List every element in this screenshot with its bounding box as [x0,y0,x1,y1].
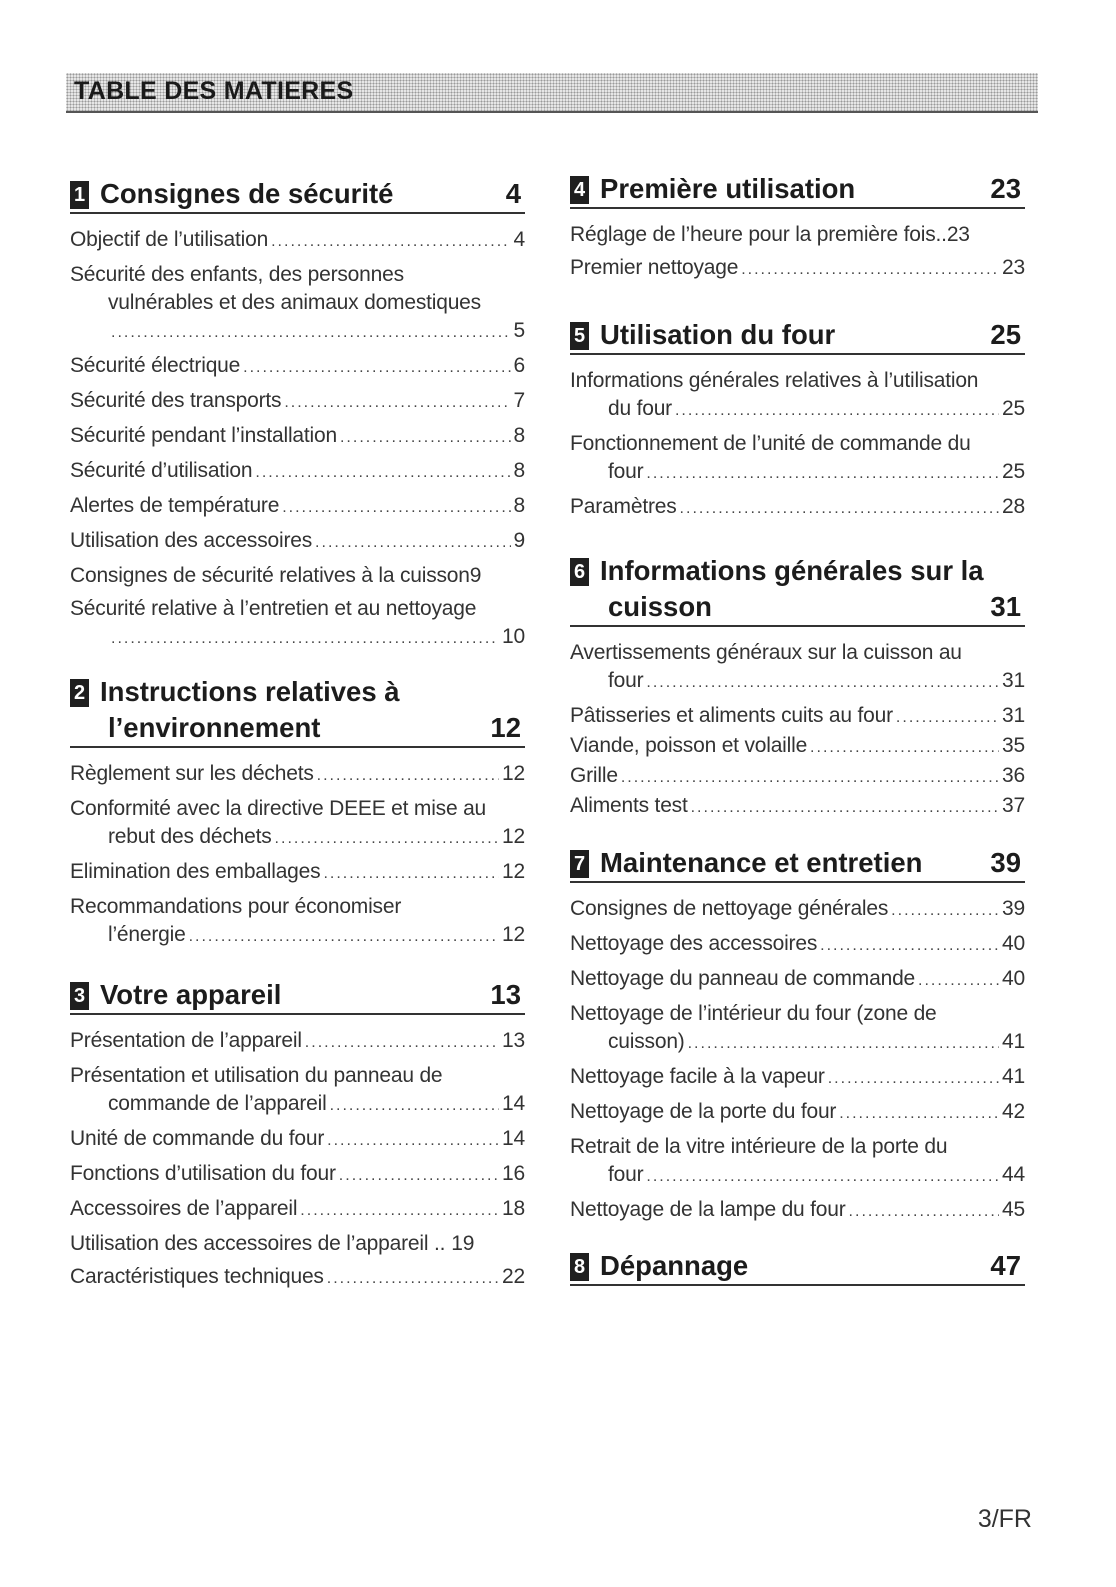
entry-text: Nettoyage du panneau de commande [570,967,916,990]
entry-page: 19 [451,1232,475,1255]
section-title: Utilisation du four [600,319,836,350]
leader-dots [323,860,499,888]
section-heading[interactable] [570,845,1025,883]
toc-entry[interactable] [70,1027,525,1057]
leader-dots [646,460,999,488]
section-heading[interactable] [70,176,525,214]
entry-page: 10 [502,625,525,648]
entry-page: 18 [502,1197,525,1220]
toc-section-8[interactable] [570,1248,1025,1298]
toc-entry[interactable] [70,858,525,888]
leader-dots [317,762,499,790]
section-page: 39 [990,847,1021,878]
entry-text: Consignes de sécurité relatives à la cuisson9 [70,564,482,587]
leader-dots [111,319,511,347]
leader-dots [111,625,499,653]
entry-text: Caractéristiques techniques [70,1265,324,1288]
section-heading[interactable] [570,1248,1025,1286]
entry-page: 9 [513,529,525,552]
toc-entry[interactable] [70,261,525,347]
section-page: 12 [490,712,521,743]
entry-text: Pâtisseries et aliments cuits au four [570,704,893,727]
entry-text: Sécurité d’utilisation [70,459,253,482]
leader-dots [282,494,510,522]
toc-section-1[interactable] [70,176,525,653]
toc-section-6[interactable] [570,553,1025,822]
entry-text-continued: du four [608,397,672,420]
entry-text-continued: vulnérables et des animaux domestiques [108,291,481,314]
toc-entry[interactable] [570,221,1025,249]
entry-text: Nettoyage de l’intérieur du four (zone de [570,1002,937,1025]
entry-page: 14 [502,1127,525,1150]
entry-text: Nettoyage des accessoires [570,932,818,955]
entry-page: 37 [1002,794,1025,817]
section-title-continued: cuisson [608,591,712,622]
entry-page: 35 [1002,734,1025,757]
entry-text: Retrait de la vitre intérieure de la porte du [570,1135,948,1158]
toc-entry[interactable] [70,226,525,256]
entry-page: 14 [502,1092,525,1115]
leader-dots [339,1162,499,1190]
leader-dots [275,825,499,853]
entry-text: Nettoyage de la lampe du four [570,1198,846,1221]
section-title: Votre appareil [100,979,282,1010]
section-heading[interactable] [70,674,525,748]
entry-page: 22 [502,1265,525,1288]
toc-entry[interactable] [70,422,525,452]
toc-entry[interactable] [570,430,1025,488]
leader-dots [330,1092,499,1120]
leader-dots [327,1265,499,1293]
toc-entry[interactable] [70,1230,525,1258]
toc-entry[interactable] [570,1133,1025,1191]
toc-entry[interactable] [70,595,525,653]
toc-entry[interactable] [570,1098,1025,1128]
section-page: 47 [990,1250,1021,1281]
toc-section-2[interactable] [70,674,525,951]
entry-text-continued: four [608,1163,644,1186]
leader-dots [621,764,999,792]
entry-page: 31 [1002,669,1025,692]
entry-text: Avertissements généraux sur la cuisson au [570,641,962,664]
leader-dots [675,397,999,425]
entry-page: 8 [513,424,525,447]
toc-entry[interactable] [570,639,1025,697]
leader-dots [918,967,999,995]
entry-text: Informations générales relatives à l’utilisation [570,369,979,392]
entry-page: 36 [1002,764,1025,787]
section-title: Instructions relatives à [100,676,400,707]
leader-dots [828,1065,999,1093]
leader-dots [271,228,510,256]
entry-page: 23 [946,223,970,246]
entry-page: 23 [1002,256,1025,279]
entry-text: Nettoyage de la porte du four [570,1100,837,1123]
leader-dots [839,1100,999,1128]
entry-text: Sécurité des enfants, des personnes [70,263,404,286]
toc-section-5[interactable] [570,317,1025,523]
entry-text: Premier nettoyage [570,256,739,279]
entry-page: 4 [513,228,525,251]
entry-text: Règlement sur les déchets [70,762,314,785]
toc-entry[interactable] [70,795,525,853]
toc-entry[interactable] [70,1160,525,1190]
entry-page: 39 [1002,897,1025,920]
leader-dots [327,1127,499,1155]
entry-text: Sécurité relative à l’entretien et au nettoyage [70,597,477,620]
section-title: Informations générales sur la [600,555,984,586]
leader-dots [810,734,999,762]
entry-text-continued: four [608,669,644,692]
entry-text: Utilisation des accessoires de l’appareil .. [70,1232,446,1255]
toc-entry[interactable] [70,1195,525,1225]
section-number-badge: 1 [70,181,89,209]
entry-text: Sécurité des transports [70,389,282,412]
leader-dots [820,932,999,960]
leader-dots [741,256,999,284]
leader-dots [315,529,510,557]
entry-text: Unité de commande du four [70,1127,325,1150]
leader-dots [305,1029,499,1057]
toc-entry[interactable] [70,492,525,522]
toc-entry[interactable] [570,895,1025,925]
leader-dots [691,794,999,822]
toc-entry[interactable] [570,493,1025,523]
entry-text: Réglage de l’heure pour la première fois.. [570,223,947,246]
toc-entry[interactable] [70,760,525,790]
entry-text: Accessoires de l’appareil [70,1197,298,1220]
entry-text: Sécurité électrique [70,354,241,377]
entry-page: 40 [1002,967,1025,990]
entry-page: 16 [502,1162,525,1185]
section-number-badge: 6 [570,558,589,586]
entry-page: 12 [502,825,525,848]
entry-text: Viande, poisson et volaille [570,734,808,757]
toc-entry[interactable] [70,1062,525,1120]
entry-text: Recommandations pour économiser [70,895,402,918]
leader-dots [189,923,499,951]
leader-dots [849,1198,999,1226]
toc-entry[interactable] [570,792,1025,822]
entry-page: 41 [1002,1030,1025,1053]
leader-dots [646,669,999,697]
leader-dots [300,1197,499,1225]
entry-text: Grille [570,764,618,787]
toc-entry[interactable] [70,562,525,590]
entry-text: Consignes de nettoyage générales [570,897,889,920]
toc-section-3[interactable] [70,977,525,1293]
toc-section-7[interactable] [570,845,1025,1226]
entry-text-continued: commande de l’appareil [108,1092,327,1115]
toc-entry[interactable] [70,893,525,951]
entry-text: Paramètres [570,495,677,518]
entry-text-continued: four [608,460,644,483]
entry-text: Utilisation des accessoires [70,529,313,552]
section-page: 23 [990,173,1021,204]
section-title: Dépannage [600,1250,749,1281]
toc-entry[interactable] [570,702,1025,732]
entry-page: 8 [513,494,525,517]
toc-entry[interactable] [70,387,525,417]
section-title-continued: l’environnement [108,712,321,743]
entry-page: 41 [1002,1065,1025,1088]
entry-text: Aliments test [570,794,688,817]
section-title: Maintenance et entretien [600,847,923,878]
section-number-badge: 5 [570,322,589,350]
section-number-badge: 4 [570,176,589,204]
section-page: 4 [505,178,521,209]
entry-page: 12 [502,923,525,946]
entry-page: 12 [502,860,525,883]
leader-dots [284,389,510,417]
toc-entry[interactable] [570,930,1025,960]
entry-page: 44 [1002,1163,1025,1186]
entry-page: 25 [1002,397,1025,420]
entry-text: Objectif de l’utilisation [70,228,269,251]
toc-entry[interactable] [570,1000,1025,1058]
entry-text-continued: rebut des déchets [108,825,272,848]
section-title: Consignes de sécurité [100,178,394,209]
toc-entry[interactable] [70,527,525,557]
section-page: 25 [990,319,1021,350]
entry-page: 40 [1002,932,1025,955]
section-heading[interactable] [570,171,1025,209]
entry-text-continued: cuisson) [608,1030,685,1053]
entry-text: Fonctions d’utilisation du four [70,1162,336,1185]
entry-text: Conformité avec la directive DEEE et mise au [70,797,487,820]
entry-page: 28 [1002,495,1025,518]
leader-dots [680,495,999,523]
leader-dots [255,459,510,487]
entry-page: 31 [1002,704,1025,727]
entry-text: Présentation de l’appareil [70,1029,302,1052]
section-number-badge: 8 [570,1253,589,1281]
toc-header-bar [66,73,1038,113]
entry-page: 12 [502,762,525,785]
page-number: 3/FR [977,1505,1032,1533]
section-heading[interactable] [570,553,1025,627]
section-number-badge: 2 [70,679,89,707]
entry-text: Présentation et utilisation du panneau de [70,1064,443,1087]
entry-text: Elimination des emballages [70,860,321,883]
section-page: 31 [990,591,1021,622]
entry-text: Fonctionnement de l’unité de commande du [570,432,971,455]
leader-dots [891,897,999,925]
toc-entry[interactable] [570,367,1025,425]
leader-dots [340,424,511,452]
entry-text: Sécurité pendant l’installation [70,424,337,447]
section-heading[interactable] [570,317,1025,355]
entry-page: 13 [502,1029,525,1052]
toc-entry[interactable] [570,1196,1025,1226]
entry-page: 8 [513,459,525,482]
toc-entry[interactable] [70,1263,525,1293]
entry-page: 25 [1002,460,1025,483]
section-heading[interactable] [70,977,525,1015]
entry-page: 5 [513,319,525,342]
entry-page: 6 [513,354,525,377]
toc-entry[interactable] [570,254,1025,284]
leader-dots [688,1030,999,1058]
toc-entry[interactable] [70,352,525,382]
entry-text: Nettoyage facile à la vapeur [570,1065,825,1088]
section-number-badge: 3 [70,982,89,1010]
section-title: Première utilisation [600,173,856,204]
toc-entry[interactable] [570,965,1025,995]
section-number-badge: 7 [570,850,589,878]
toc-entry[interactable] [570,762,1025,792]
toc-entry[interactable] [570,1063,1025,1093]
leader-dots [896,704,999,732]
toc-entry[interactable] [70,457,525,487]
leader-dots [243,354,510,382]
entry-text-continued: l’énergie [108,923,186,946]
entry-page: 7 [513,389,525,412]
section-page: 13 [490,979,521,1010]
toc-title: TABLE DES MATIERES [74,77,354,105]
leader-dots [646,1163,999,1191]
toc-entry[interactable] [570,732,1025,762]
toc-entry[interactable] [70,1125,525,1155]
entry-page: 45 [1002,1198,1025,1221]
entry-page: 42 [1002,1100,1025,1123]
entry-text: Alertes de température [70,494,280,517]
toc-section-4[interactable] [570,171,1025,284]
